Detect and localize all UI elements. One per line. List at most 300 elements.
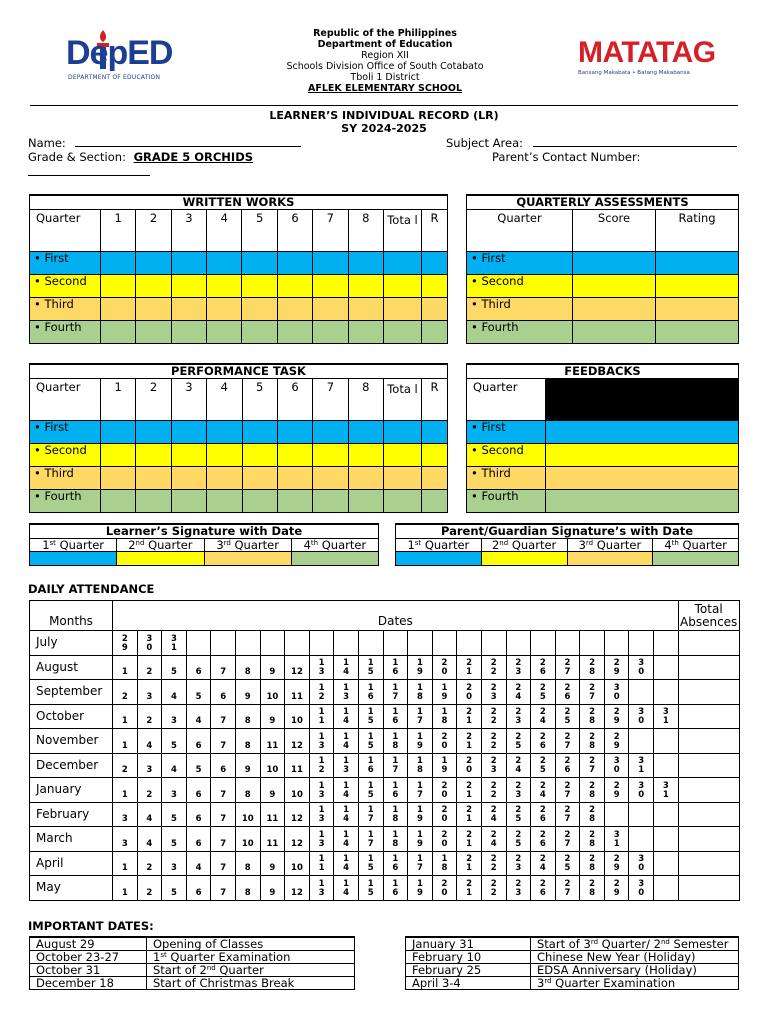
attendance-total-cell[interactable] [678, 802, 739, 827]
attendance-date-cell[interactable]: 9 [235, 753, 260, 778]
attendance-date-cell[interactable] [580, 851, 605, 876]
attendance-date-cell[interactable] [629, 802, 654, 827]
ww-cell[interactable] [207, 320, 242, 343]
pt-cell[interactable] [101, 489, 136, 512]
attendance-date-cell[interactable] [506, 778, 531, 803]
ww-cell[interactable] [101, 320, 136, 343]
pt-cell[interactable] [171, 466, 206, 489]
ww-cell[interactable] [207, 297, 242, 320]
attendance-date-cell[interactable]: 5 [162, 876, 187, 901]
attendance-date-cell[interactable]: 3 [162, 778, 187, 803]
pt-cell[interactable] [277, 443, 312, 466]
ww-cell[interactable] [242, 320, 277, 343]
pt-cell[interactable] [171, 420, 206, 443]
attendance-date-cell[interactable] [358, 753, 383, 778]
attendance-date-cell[interactable] [408, 802, 433, 827]
qa-cell[interactable] [573, 297, 656, 320]
attendance-date-cell[interactable] [334, 802, 359, 827]
attendance-date-cell[interactable] [334, 655, 359, 680]
attendance-total-cell[interactable] [678, 704, 739, 729]
ww-cell[interactable] [101, 251, 136, 274]
attendance-date-cell[interactable] [358, 631, 383, 656]
attendance-date-cell[interactable]: 8 [235, 778, 260, 803]
attendance-date-cell[interactable]: 2 [137, 778, 162, 803]
pt-cell[interactable] [136, 443, 171, 466]
attendance-total-cell[interactable] [678, 778, 739, 803]
attendance-date-cell[interactable] [629, 655, 654, 680]
attendance-date-cell[interactable] [408, 729, 433, 754]
attendance-date-cell[interactable] [408, 851, 433, 876]
attendance-date-cell[interactable]: 3 [162, 851, 187, 876]
attendance-date-cell[interactable]: 9 [260, 655, 285, 680]
attendance-date-cell[interactable] [629, 778, 654, 803]
attendance-date-cell[interactable]: 1 [113, 876, 138, 901]
attendance-date-cell[interactable]: 2 [137, 704, 162, 729]
attendance-date-cell[interactable] [604, 827, 629, 852]
attendance-date-cell[interactable] [309, 655, 334, 680]
attendance-date-cell[interactable]: 2 [113, 753, 138, 778]
attendance-date-cell[interactable] [604, 704, 629, 729]
ww-cell[interactable] [171, 251, 206, 274]
ww-cell[interactable] [277, 320, 312, 343]
attendance-date-cell[interactable] [555, 876, 580, 901]
attendance-date-cell[interactable] [506, 827, 531, 852]
attendance-date-cell[interactable] [432, 753, 457, 778]
attendance-date-cell[interactable]: 12 [285, 802, 310, 827]
attendance-date-cell[interactable] [358, 704, 383, 729]
attendance-date-cell[interactable] [457, 778, 482, 803]
attendance-date-cell[interactable] [580, 704, 605, 729]
attendance-date-cell[interactable] [580, 802, 605, 827]
attendance-date-cell[interactable]: 7 [211, 729, 236, 754]
attendance-date-cell[interactable] [383, 851, 408, 876]
attendance-date-cell[interactable] [432, 802, 457, 827]
attendance-date-cell[interactable] [383, 778, 408, 803]
attendance-date-cell[interactable] [358, 729, 383, 754]
attendance-date-cell[interactable] [457, 680, 482, 705]
attendance-date-cell[interactable] [162, 631, 187, 656]
name-field[interactable] [28, 136, 301, 150]
ww-cell[interactable] [136, 297, 171, 320]
ps-cell-q3[interactable] [567, 551, 653, 565]
attendance-date-cell[interactable] [457, 655, 482, 680]
attendance-date-cell[interactable] [555, 680, 580, 705]
attendance-date-cell[interactable] [506, 704, 531, 729]
pt-cell[interactable] [171, 443, 206, 466]
attendance-date-cell[interactable]: 8 [235, 704, 260, 729]
ww-cell[interactable] [421, 251, 447, 274]
attendance-date-cell[interactable] [358, 876, 383, 901]
attendance-date-cell[interactable]: 4 [186, 704, 211, 729]
attendance-date-cell[interactable] [309, 876, 334, 901]
attendance-date-cell[interactable]: 8 [235, 729, 260, 754]
attendance-date-cell[interactable]: 6 [211, 753, 236, 778]
attendance-date-cell[interactable] [506, 655, 531, 680]
attendance-date-cell[interactable] [604, 851, 629, 876]
attendance-date-cell[interactable]: 6 [186, 778, 211, 803]
attendance-date-cell[interactable] [654, 827, 679, 852]
attendance-date-cell[interactable] [383, 729, 408, 754]
attendance-date-cell[interactable] [408, 631, 433, 656]
attendance-date-cell[interactable] [654, 778, 679, 803]
attendance-date-cell[interactable] [309, 631, 334, 656]
attendance-date-cell[interactable] [457, 802, 482, 827]
attendance-date-cell[interactable] [506, 680, 531, 705]
attendance-date-cell[interactable]: 2 [137, 655, 162, 680]
attendance-date-cell[interactable] [481, 631, 506, 656]
attendance-date-cell[interactable] [580, 680, 605, 705]
pt-cell[interactable] [242, 443, 277, 466]
ps-cell-q1[interactable] [396, 551, 482, 565]
attendance-date-cell[interactable]: 10 [285, 704, 310, 729]
attendance-date-cell[interactable] [432, 680, 457, 705]
attendance-date-cell[interactable] [186, 631, 211, 656]
attendance-total-cell[interactable] [678, 680, 739, 705]
attendance-date-cell[interactable] [531, 631, 556, 656]
attendance-date-cell[interactable] [334, 729, 359, 754]
qa-cell[interactable] [656, 251, 739, 274]
attendance-date-cell[interactable]: 3 [137, 680, 162, 705]
attendance-date-cell[interactable] [334, 680, 359, 705]
attendance-date-cell[interactable] [481, 778, 506, 803]
attendance-date-cell[interactable]: 9 [235, 680, 260, 705]
pt-cell[interactable] [207, 489, 242, 512]
attendance-date-cell[interactable] [383, 753, 408, 778]
attendance-date-cell[interactable]: 6 [186, 876, 211, 901]
attendance-date-cell[interactable]: 4 [162, 753, 187, 778]
attendance-date-cell[interactable] [457, 753, 482, 778]
attendance-date-cell[interactable] [481, 827, 506, 852]
attendance-date-cell[interactable] [383, 680, 408, 705]
attendance-date-cell[interactable] [531, 729, 556, 754]
attendance-date-cell[interactable]: 10 [285, 778, 310, 803]
ww-cell[interactable] [171, 297, 206, 320]
attendance-date-cell[interactable] [654, 876, 679, 901]
pt-cell[interactable] [242, 420, 277, 443]
attendance-date-cell[interactable] [481, 851, 506, 876]
attendance-date-cell[interactable]: 4 [162, 680, 187, 705]
attendance-date-cell[interactable] [334, 827, 359, 852]
attendance-date-cell[interactable] [408, 704, 433, 729]
attendance-date-cell[interactable]: 7 [211, 851, 236, 876]
attendance-date-cell[interactable] [358, 851, 383, 876]
attendance-date-cell[interactable] [383, 704, 408, 729]
attendance-date-cell[interactable] [654, 704, 679, 729]
attendance-date-cell[interactable] [506, 729, 531, 754]
attendance-date-cell[interactable]: 1 [113, 729, 138, 754]
ls-cell-q1[interactable] [30, 551, 117, 565]
attendance-date-cell[interactable] [358, 802, 383, 827]
ww-cell[interactable] [348, 297, 383, 320]
attendance-date-cell[interactable]: 1 [113, 778, 138, 803]
pt-cell[interactable] [242, 466, 277, 489]
ps-cell-q4[interactable] [653, 551, 739, 565]
pt-cell[interactable] [313, 420, 348, 443]
attendance-date-cell[interactable]: 11 [285, 753, 310, 778]
attendance-date-cell[interactable] [629, 753, 654, 778]
attendance-date-cell[interactable]: 7 [211, 655, 236, 680]
ww-cell[interactable] [383, 320, 421, 343]
pt-cell[interactable] [136, 420, 171, 443]
pt-cell[interactable] [348, 420, 383, 443]
pt-cell[interactable] [207, 443, 242, 466]
attendance-total-cell[interactable] [678, 655, 739, 680]
pt-cell[interactable] [207, 420, 242, 443]
attendance-date-cell[interactable] [309, 802, 334, 827]
attendance-date-cell[interactable]: 11 [285, 680, 310, 705]
attendance-date-cell[interactable]: 5 [162, 729, 187, 754]
ww-cell[interactable] [421, 297, 447, 320]
ww-cell[interactable] [277, 274, 312, 297]
attendance-total-cell[interactable] [678, 876, 739, 901]
ww-cell[interactable] [242, 251, 277, 274]
attendance-date-cell[interactable]: 5 [162, 655, 187, 680]
attendance-date-cell[interactable]: 11 [260, 729, 285, 754]
pt-cell[interactable] [101, 443, 136, 466]
pt-cell[interactable] [277, 420, 312, 443]
attendance-date-cell[interactable] [358, 827, 383, 852]
attendance-total-cell[interactable] [678, 753, 739, 778]
attendance-date-cell[interactable] [654, 729, 679, 754]
fb-cell[interactable] [546, 466, 739, 489]
pt-cell[interactable] [207, 466, 242, 489]
attendance-date-cell[interactable] [383, 655, 408, 680]
qa-cell[interactable] [656, 274, 739, 297]
pt-cell[interactable] [348, 443, 383, 466]
attendance-date-cell[interactable] [358, 655, 383, 680]
fb-cell[interactable] [546, 489, 739, 512]
attendance-date-cell[interactable] [457, 851, 482, 876]
attendance-date-cell[interactable] [604, 778, 629, 803]
ww-cell[interactable] [348, 320, 383, 343]
attendance-date-cell[interactable] [113, 631, 138, 656]
attendance-date-cell[interactable] [531, 753, 556, 778]
attendance-date-cell[interactable]: 2 [113, 680, 138, 705]
ww-cell[interactable] [421, 320, 447, 343]
pt-cell[interactable] [101, 466, 136, 489]
pt-cell[interactable] [136, 489, 171, 512]
attendance-date-cell[interactable] [309, 851, 334, 876]
attendance-date-cell[interactable] [506, 851, 531, 876]
attendance-date-cell[interactable]: 4 [137, 827, 162, 852]
attendance-date-cell[interactable]: 4 [186, 851, 211, 876]
attendance-date-cell[interactable]: 1 [113, 704, 138, 729]
attendance-date-cell[interactable] [580, 753, 605, 778]
attendance-date-cell[interactable]: 8 [235, 851, 260, 876]
ww-cell[interactable] [207, 274, 242, 297]
attendance-date-cell[interactable] [309, 827, 334, 852]
attendance-date-cell[interactable]: 6 [186, 729, 211, 754]
ww-cell[interactable] [348, 274, 383, 297]
ww-cell[interactable] [207, 251, 242, 274]
attendance-date-cell[interactable]: 7 [211, 778, 236, 803]
attendance-date-cell[interactable] [654, 680, 679, 705]
attendance-date-cell[interactable] [309, 680, 334, 705]
attendance-date-cell[interactable] [531, 655, 556, 680]
attendance-date-cell[interactable] [432, 778, 457, 803]
attendance-date-cell[interactable] [481, 802, 506, 827]
attendance-date-cell[interactable]: 12 [285, 655, 310, 680]
attendance-total-cell[interactable] [678, 631, 739, 656]
pt-cell[interactable] [136, 466, 171, 489]
attendance-date-cell[interactable] [383, 802, 408, 827]
attendance-date-cell[interactable]: 3 [137, 753, 162, 778]
attendance-date-cell[interactable] [457, 704, 482, 729]
attendance-date-cell[interactable] [506, 631, 531, 656]
attendance-date-cell[interactable] [457, 876, 482, 901]
attendance-date-cell[interactable] [654, 851, 679, 876]
attendance-date-cell[interactable] [334, 753, 359, 778]
attendance-date-cell[interactable] [358, 778, 383, 803]
pt-cell[interactable] [277, 466, 312, 489]
ww-cell[interactable] [242, 274, 277, 297]
attendance-date-cell[interactable]: 7 [211, 802, 236, 827]
attendance-date-cell[interactable] [629, 704, 654, 729]
attendance-date-cell[interactable]: 9 [260, 876, 285, 901]
attendance-date-cell[interactable] [432, 729, 457, 754]
attendance-date-cell[interactable] [334, 851, 359, 876]
attendance-date-cell[interactable] [629, 729, 654, 754]
attendance-date-cell[interactable]: 9 [260, 778, 285, 803]
attendance-date-cell[interactable] [408, 876, 433, 901]
ls-cell-q2[interactable] [117, 551, 204, 565]
attendance-date-cell[interactable] [334, 778, 359, 803]
attendance-date-cell[interactable] [604, 802, 629, 827]
ww-cell[interactable] [348, 251, 383, 274]
pt-cell[interactable] [313, 443, 348, 466]
attendance-date-cell[interactable]: 3 [162, 704, 187, 729]
attendance-date-cell[interactable] [334, 631, 359, 656]
attendance-date-cell[interactable] [580, 778, 605, 803]
attendance-date-cell[interactable] [531, 827, 556, 852]
attendance-date-cell[interactable] [604, 631, 629, 656]
attendance-date-cell[interactable] [211, 631, 236, 656]
attendance-date-cell[interactable] [309, 778, 334, 803]
attendance-date-cell[interactable] [309, 704, 334, 729]
attendance-date-cell[interactable]: 11 [260, 827, 285, 852]
attendance-date-cell[interactable] [137, 631, 162, 656]
contact-blank[interactable] [28, 166, 150, 176]
attendance-date-cell[interactable] [555, 704, 580, 729]
attendance-date-cell[interactable]: 9 [260, 704, 285, 729]
attendance-date-cell[interactable] [481, 704, 506, 729]
attendance-date-cell[interactable] [432, 704, 457, 729]
fb-cell[interactable] [546, 420, 739, 443]
attendance-date-cell[interactable] [408, 680, 433, 705]
pt-cell[interactable] [384, 466, 422, 489]
ww-cell[interactable] [101, 297, 136, 320]
attendance-date-cell[interactable]: 12 [285, 876, 310, 901]
attendance-date-cell[interactable] [457, 827, 482, 852]
ww-cell[interactable] [313, 251, 348, 274]
attendance-date-cell[interactable] [531, 802, 556, 827]
pt-cell[interactable] [422, 420, 448, 443]
attendance-date-cell[interactable]: 9 [260, 851, 285, 876]
attendance-date-cell[interactable] [555, 827, 580, 852]
pt-cell[interactable] [422, 489, 448, 512]
attendance-date-cell[interactable] [531, 680, 556, 705]
attendance-date-cell[interactable]: 12 [285, 827, 310, 852]
attendance-date-cell[interactable] [334, 876, 359, 901]
attendance-date-cell[interactable] [580, 631, 605, 656]
attendance-date-cell[interactable]: 4 [137, 729, 162, 754]
attendance-date-cell[interactable]: 5 [186, 753, 211, 778]
attendance-date-cell[interactable] [555, 851, 580, 876]
attendance-date-cell[interactable]: 4 [137, 802, 162, 827]
qa-cell[interactable] [573, 274, 656, 297]
attendance-date-cell[interactable] [481, 729, 506, 754]
pt-cell[interactable] [313, 466, 348, 489]
pt-cell[interactable] [422, 443, 448, 466]
attendance-date-cell[interactable] [235, 631, 260, 656]
pt-cell[interactable] [101, 420, 136, 443]
attendance-date-cell[interactable] [555, 802, 580, 827]
attendance-date-cell[interactable] [629, 631, 654, 656]
attendance-date-cell[interactable] [432, 876, 457, 901]
attendance-date-cell[interactable] [285, 631, 310, 656]
ww-cell[interactable] [313, 274, 348, 297]
attendance-date-cell[interactable] [432, 631, 457, 656]
attendance-date-cell[interactable] [629, 680, 654, 705]
attendance-date-cell[interactable] [383, 876, 408, 901]
attendance-date-cell[interactable]: 6 [186, 655, 211, 680]
attendance-date-cell[interactable] [654, 655, 679, 680]
qa-cell[interactable] [573, 251, 656, 274]
attendance-date-cell[interactable] [629, 851, 654, 876]
attendance-date-cell[interactable] [481, 655, 506, 680]
attendance-date-cell[interactable]: 12 [285, 729, 310, 754]
attendance-date-cell[interactable]: 5 [162, 827, 187, 852]
attendance-date-cell[interactable] [531, 851, 556, 876]
attendance-date-cell[interactable] [604, 729, 629, 754]
attendance-date-cell[interactable]: 6 [186, 827, 211, 852]
qa-cell[interactable] [573, 320, 656, 343]
attendance-date-cell[interactable]: 7 [211, 876, 236, 901]
attendance-date-cell[interactable]: 2 [137, 851, 162, 876]
attendance-date-cell[interactable] [358, 680, 383, 705]
attendance-date-cell[interactable] [309, 753, 334, 778]
ww-cell[interactable] [421, 274, 447, 297]
pt-cell[interactable] [384, 489, 422, 512]
subject-blank[interactable] [533, 137, 737, 147]
ww-cell[interactable] [313, 320, 348, 343]
attendance-date-cell[interactable] [580, 729, 605, 754]
ww-cell[interactable] [277, 297, 312, 320]
attendance-date-cell[interactable]: 7 [211, 704, 236, 729]
ww-cell[interactable] [171, 320, 206, 343]
ww-cell[interactable] [277, 251, 312, 274]
ww-cell[interactable] [242, 297, 277, 320]
ww-cell[interactable] [136, 320, 171, 343]
attendance-date-cell[interactable] [604, 680, 629, 705]
attendance-date-cell[interactable] [604, 655, 629, 680]
attendance-date-cell[interactable]: 1 [113, 655, 138, 680]
pt-cell[interactable] [384, 420, 422, 443]
ww-cell[interactable] [101, 274, 136, 297]
pt-cell[interactable] [348, 489, 383, 512]
attendance-date-cell[interactable] [408, 753, 433, 778]
attendance-date-cell[interactable]: 10 [235, 827, 260, 852]
ww-cell[interactable] [383, 251, 421, 274]
attendance-date-cell[interactable]: 10 [260, 680, 285, 705]
attendance-date-cell[interactable] [654, 631, 679, 656]
attendance-total-cell[interactable] [678, 851, 739, 876]
attendance-date-cell[interactable] [555, 729, 580, 754]
attendance-date-cell[interactable]: 11 [260, 802, 285, 827]
attendance-date-cell[interactable]: 7 [211, 827, 236, 852]
attendance-date-cell[interactable] [580, 827, 605, 852]
attendance-date-cell[interactable] [481, 876, 506, 901]
